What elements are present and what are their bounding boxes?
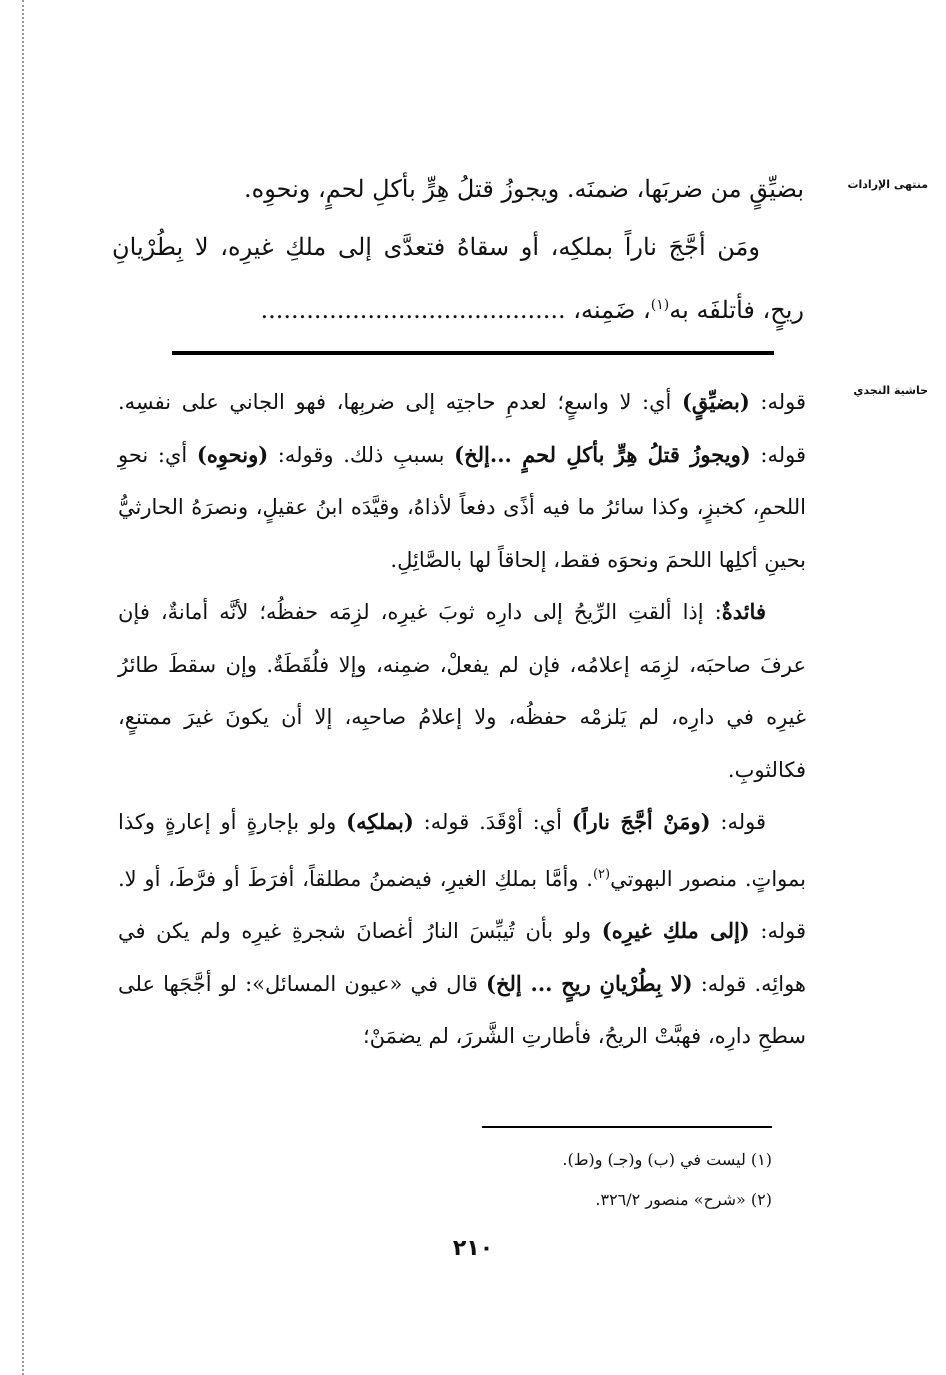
- footnote-2: (٢) «شرح» منصور ٣٢٦/٢.: [595, 1190, 772, 1209]
- text-span: ولو بإجارةٍ أو إعارةٍ وكذا بمواتٍ. منصور البهوتي: [118, 810, 806, 891]
- section-divider: [172, 351, 774, 355]
- quoted-term: (ونحوِه): [196, 441, 269, 467]
- dotted-leader: ........................................: [260, 296, 566, 324]
- footnote-ref-2: (٢): [592, 866, 611, 882]
- commentary-text: [118, 376, 806, 1063]
- main-paragraph-2: [112, 218, 804, 339]
- text-span: : إذا ألقتِ الرِّيحُ إلى دارِه ثوبَ غيرِه، لزِمَه حفظُه؛ لأنَّه أمانةٌ، فإن عرفَ صاحبَه، لزِمَه إعلامُه، فإن لم يفعلْ، ضمِنه، وإلا فلُقَطَةٌ. وإن سقطَ طائرُ غيرِه في دارِه، لم يَلزمْه حفظُه، ولا إعلامُ صاحبِه، إلا أن يكونَ غيرَ ممتنعٍ، فكالثوبِ.: [118, 600, 806, 782]
- text-span: ولو بأن تُيبِّسَ النارُ أغصانَ شجرةِ غيرِه ولم يكن في هوائِه. قوله:: [118, 919, 807, 996]
- commentary-paragraph-3: [118, 796, 806, 1063]
- quoted-term: (ويجوزُ قتلُ هِرٍّ بأكلِ لحمٍ ...إلخ): [454, 441, 751, 467]
- quoted-term: (بضيِّقٍ): [682, 389, 750, 414]
- text-span: أي: نحوِ اللحمِ، كخبزٍ، وكذا سائرُ ما فيه أذًى دفعاً لأذاهُ، وقيَّدَه ابنُ عقيلٍ، ونصرَهُ الحارثيُّ بحينِ أكلِها اللحمَ ونحوَه فقط، إلحاقاً لها بالصَّائِلِ.: [118, 442, 806, 572]
- text-span: قوله:: [749, 390, 807, 414]
- commentary-paragraph-1: [118, 376, 806, 586]
- text-span: أي: أوْقَدَ. قوله:: [413, 810, 572, 834]
- footnote-1: (١) ليست في (ب) و(جـ) و(ط).: [562, 1150, 772, 1169]
- quoted-term: (إلى ملكِ غيرِه): [601, 918, 750, 943]
- quoted-term: (ومَنْ أجَّجَ ناراً): [571, 809, 711, 834]
- text-span: أي: لا واسعٍ؛ لعدمِ حاجتِه إلى ضربِها، فهو الجاني على نفسِه. قوله:: [118, 390, 807, 467]
- text-span: بسببِ ذلك. وقوله:: [268, 442, 455, 467]
- quoted-term: (لا بِطُرْيانِ ريحٍ ... إلخ): [486, 970, 693, 996]
- page-number: ٢١٠: [452, 1236, 494, 1261]
- main-line-1: بضيِّقٍ من ضربَها، ضمنَه. ويجوزُ قتلُ هِرٍّ بأكلِ لحمٍ، ونحوِه.: [244, 175, 804, 203]
- benefit-heading: فائدةٌ: [721, 599, 766, 624]
- main-text: [112, 160, 804, 339]
- text-span: . وأمَّا بملكِ الغيرِ، فيضمنُ مطلقاً، أفرَطَ أو فرَّطَ، أو لا. قوله:: [118, 866, 807, 943]
- text-span: قوله:: [710, 810, 766, 834]
- footnote-divider: [482, 1126, 772, 1128]
- text-span: قال في «عيون المسائل»: لو أجَّجَها على سطحِ دارِه، فهبَّتْ الريحُ، فأطارتِ الشَّررَ، لم يضمَنْ؛: [118, 971, 806, 1048]
- footnotes: [172, 1140, 772, 1220]
- main-p2-end: ، ضَمِنه،: [565, 296, 651, 324]
- dotted-margin-line: [22, 0, 24, 1375]
- commentary-label: حاشية النجدي: [853, 384, 928, 397]
- footnote-ref-1: (١): [650, 297, 670, 313]
- quoted-term: (بملكِه): [346, 809, 414, 834]
- main-text-label: منتهى الإرادات: [847, 178, 928, 191]
- main-p2-start: ومَن أجَّجَ ناراً بملكِه، أو سقاهُ فتعدَّى إلى ملكِ غيرِه، لا بِطُرْيانِ ريحٍ، فأتلفَه به: [112, 233, 804, 324]
- commentary-paragraph-2: [118, 586, 806, 796]
